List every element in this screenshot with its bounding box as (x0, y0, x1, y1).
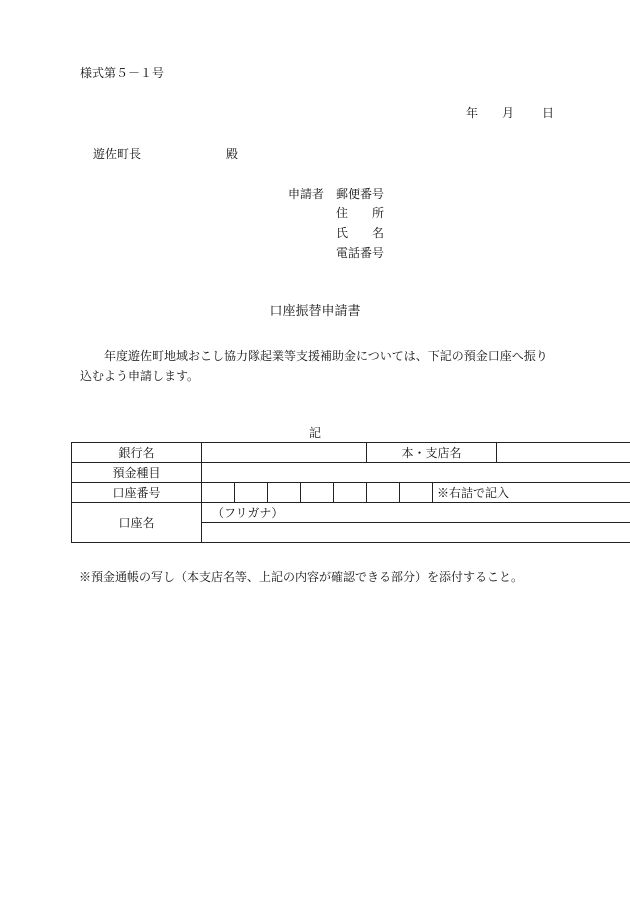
account-digit-cell[interactable] (301, 483, 334, 503)
account-type-cell[interactable] (202, 463, 630, 483)
applicant-title: 申請者 (288, 187, 325, 201)
document-body: 年度遊佐町地域おこし協力隊起業等支援補助金については、下記の預金口座へ振り込むよう申請します。 (80, 349, 548, 383)
account-digit-cell[interactable] (268, 483, 301, 503)
account-name-cell[interactable] (202, 523, 630, 543)
account-name-row (72, 503, 630, 523)
applicant-address-label: 住 所 (336, 206, 385, 220)
account-type-label: 預金種目 (72, 463, 202, 483)
document-title: 口座振替申請書 (269, 304, 361, 319)
date-month-label: 月 (502, 106, 515, 120)
addressee (93, 147, 238, 161)
account-digit-cell[interactable] (202, 483, 235, 503)
bank-name-cell[interactable] (202, 443, 367, 463)
account-digit-cell[interactable] (400, 483, 433, 503)
branch-label: 本・支店名 (367, 443, 497, 463)
branch-cell[interactable] (497, 443, 630, 463)
footnote: ※預金通帳の写し（本支店名等、上記の内容が確認できる部分）を添付すること。 (79, 570, 524, 584)
form-number: 様式第５－１号 (80, 66, 165, 80)
account-number-row (72, 483, 630, 503)
account-number-label: 口座番号 (72, 483, 202, 503)
ki-heading: 記 (308, 426, 321, 440)
applicant-phone-label: 電話番号 (336, 246, 385, 260)
account-digit-cell[interactable] (367, 483, 400, 503)
applicant-name-label: 氏 名 (336, 226, 385, 240)
account-type-row (72, 463, 630, 483)
date-day-label: 日 (542, 106, 555, 120)
bank-account-table (71, 442, 630, 543)
bank-name-row (72, 443, 630, 463)
date-year-label: 年 (466, 106, 479, 120)
account-digit-cell[interactable] (334, 483, 367, 503)
applicant-postal-label: 郵便番号 (336, 187, 385, 201)
account-name-label: 口座名 (72, 503, 202, 543)
bank-name-label: 銀行名 (72, 443, 202, 463)
date-line (466, 106, 554, 120)
account-number-note: ※右詰で記入 (433, 483, 630, 503)
addressee-town: 遊佐町長 (93, 147, 142, 161)
account-digit-cell[interactable] (235, 483, 268, 503)
addressee-honorific: 殿 (226, 147, 239, 161)
furigana-cell[interactable]: （フリガナ） (202, 503, 630, 523)
